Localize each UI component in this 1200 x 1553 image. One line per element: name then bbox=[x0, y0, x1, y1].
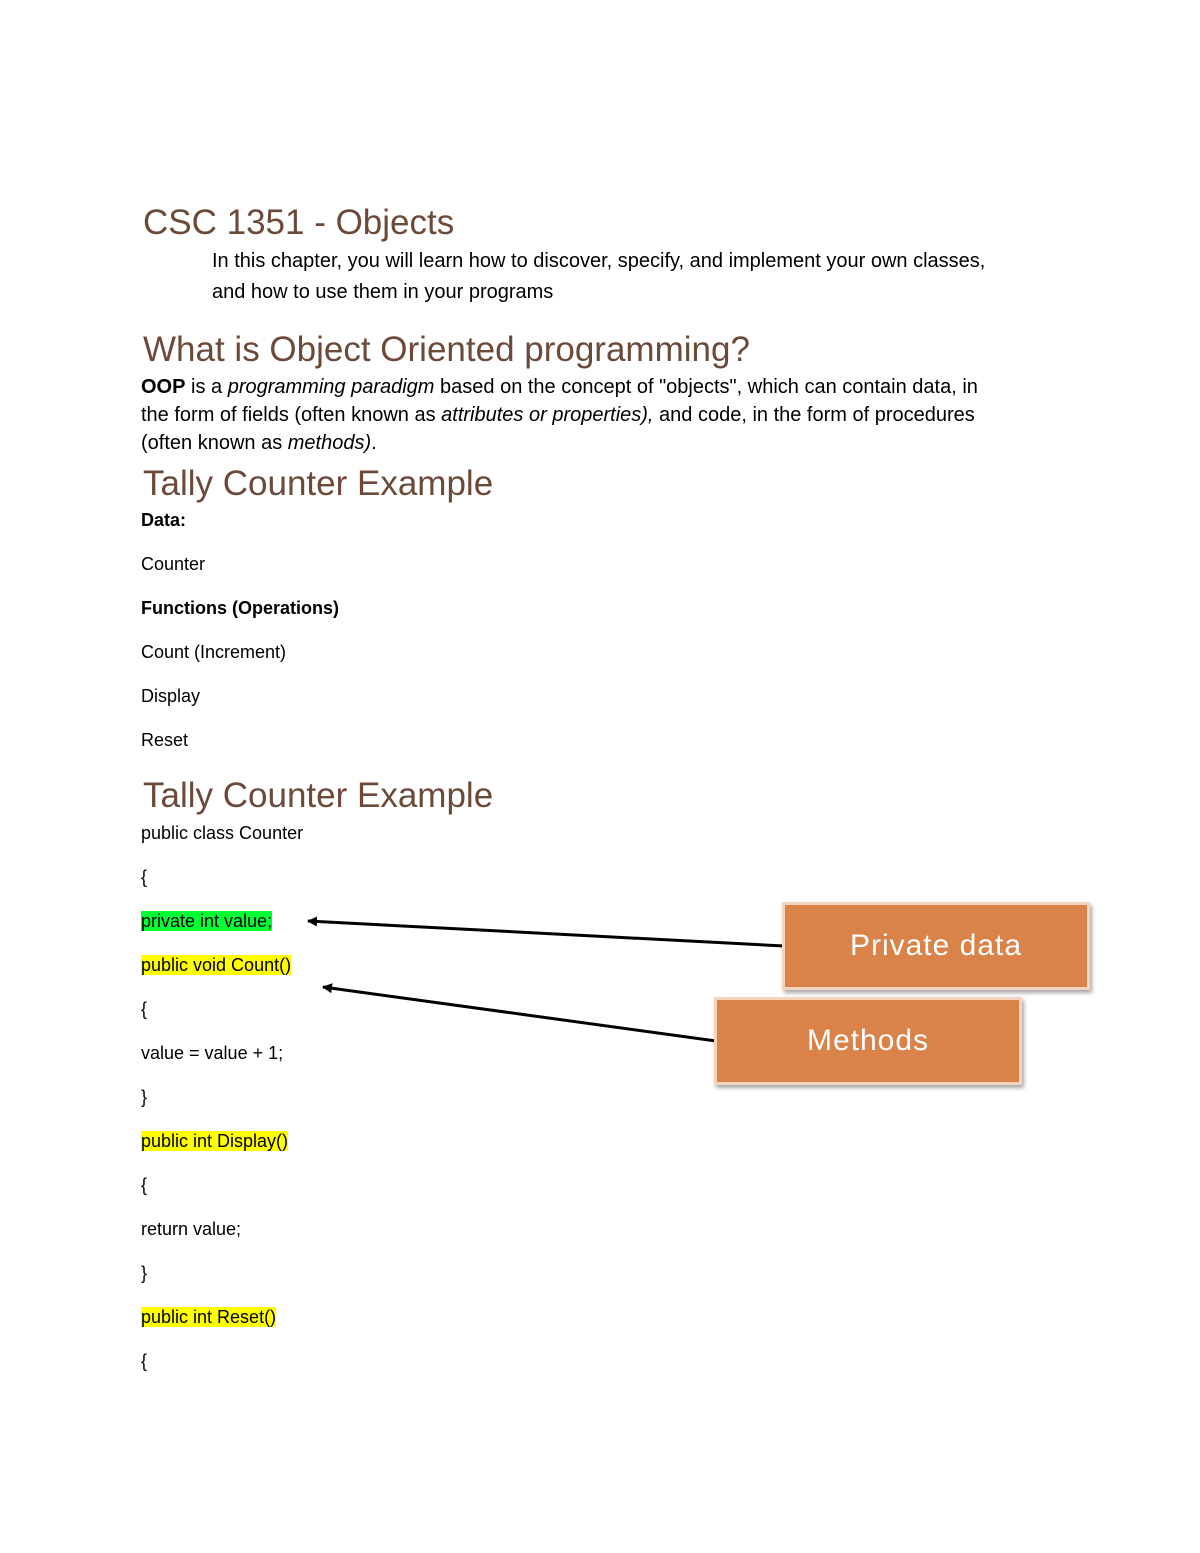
private-data-callout: Private data bbox=[782, 902, 1090, 990]
tally-heading-2: Tally Counter Example bbox=[143, 776, 494, 815]
method-display-highlight: public int Display() bbox=[141, 1131, 289, 1151]
functions-label: Functions (Operations) bbox=[141, 598, 339, 618]
tally-heading-1: Tally Counter Example bbox=[143, 464, 494, 503]
intro-line-1: In this chapter, you will learn how to discover, specify, and implement your own classes, bbox=[212, 250, 986, 272]
code-brace-close-2: } bbox=[141, 1263, 148, 1283]
oop-bold: OOP bbox=[141, 376, 186, 398]
oop-l3-b: . bbox=[371, 432, 377, 454]
display-item: Display bbox=[141, 686, 201, 706]
methods-arrow bbox=[323, 987, 716, 1041]
code-brace-open-2: { bbox=[141, 999, 148, 1019]
code-brace-close-1: } bbox=[141, 1087, 148, 1107]
oop-heading: What is Object Oriented programming? bbox=[143, 330, 750, 369]
oop-l2-b: and code, in the form of procedures bbox=[653, 404, 975, 426]
oop-methods-italic: methods) bbox=[287, 432, 372, 454]
private-field-highlight: private int value; bbox=[141, 911, 273, 931]
code-return: return value; bbox=[141, 1219, 242, 1239]
code-brace-open-3: { bbox=[141, 1175, 148, 1195]
oop-l3-a: (often known as bbox=[141, 432, 288, 454]
methods-callout: Methods bbox=[714, 997, 1022, 1085]
reset-item: Reset bbox=[141, 730, 189, 750]
oop-paradigm-italic: programming paradigm bbox=[227, 376, 435, 398]
code-increment: value = value + 1; bbox=[141, 1043, 284, 1063]
code-brace-open-1: { bbox=[141, 867, 148, 887]
count-item: Count (Increment) bbox=[141, 642, 287, 662]
counter-item: Counter bbox=[141, 554, 206, 574]
code-brace-open-4: { bbox=[141, 1351, 148, 1371]
oop-attributes-italic: attributes or properties), bbox=[441, 404, 654, 426]
method-reset-highlight: public int Reset() bbox=[141, 1307, 277, 1327]
method-count-highlight: public void Count() bbox=[141, 955, 292, 975]
private-data-arrow bbox=[308, 921, 784, 946]
code-class-decl: public class Counter bbox=[141, 823, 304, 843]
oop-l1-a: is a bbox=[185, 376, 228, 398]
oop-l2-a: the form of fields (often known as bbox=[141, 404, 442, 426]
oop-l1-b: based on the concept of "objects", which can contain data, in bbox=[434, 376, 978, 398]
document-title: CSC 1351 - Objects bbox=[143, 203, 455, 242]
data-label: Data: bbox=[141, 510, 187, 530]
intro-line-2: and how to use them in your programs bbox=[212, 281, 554, 303]
